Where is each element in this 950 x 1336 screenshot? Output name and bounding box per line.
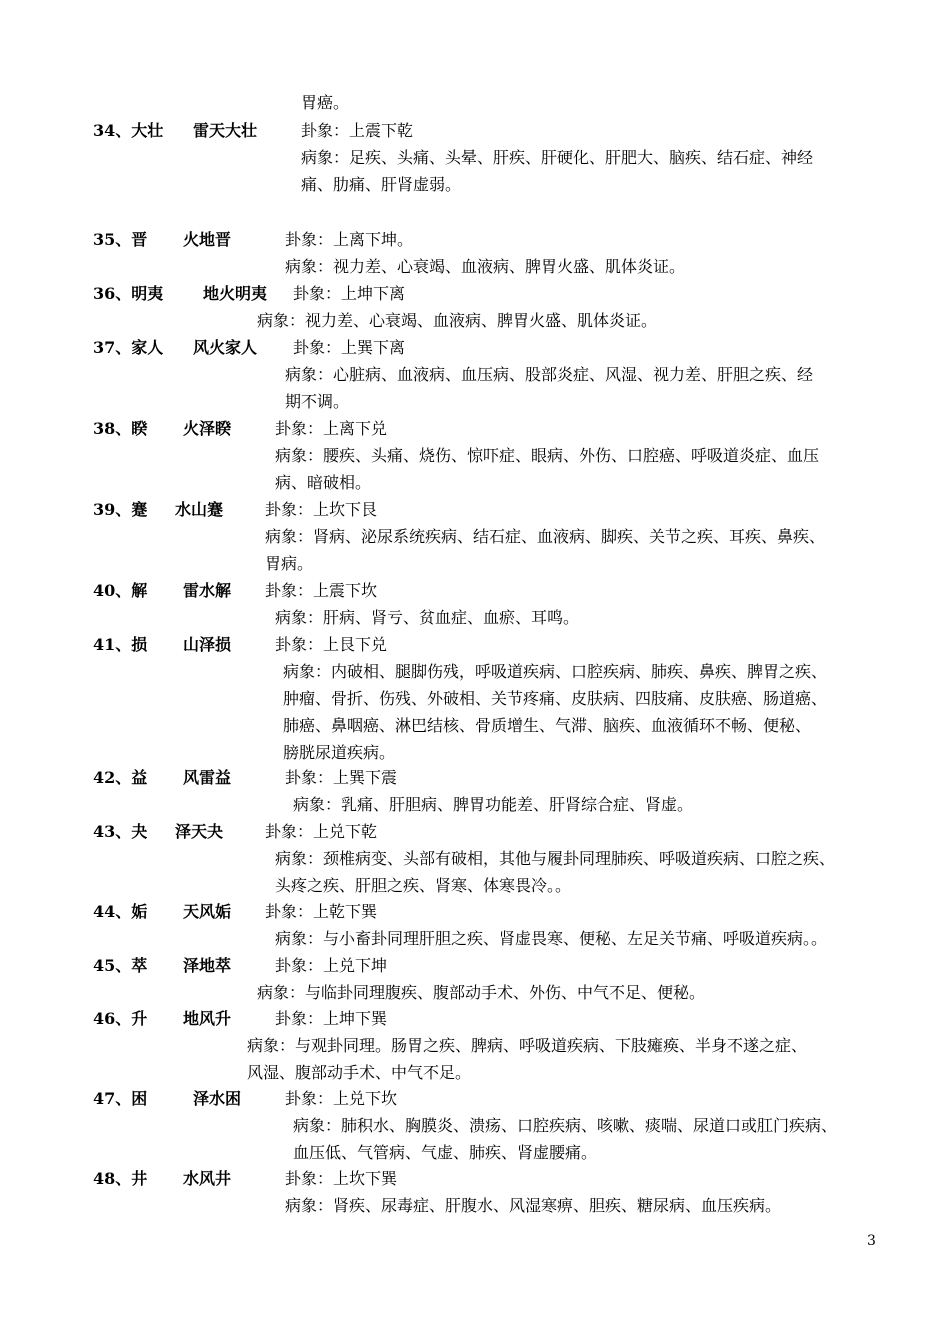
disease-image: 病象：内破相、腿脚伤残，呼吸道疾病、口腔疾病、肺疾、鼻疾、脾胃之疾、 xyxy=(283,662,828,681)
disease-image: 病象：与小畜卦同理肝胆之疾、肾虚畏寒、便秘、左足关节痛、呼吸道疾病。。 xyxy=(275,929,828,948)
hexagram-image: 卦象：上乾下巽 xyxy=(265,902,378,921)
hexagram-full-name: 天风姤 xyxy=(183,902,232,921)
hexagram-full-name: 泽天夬 xyxy=(175,822,224,841)
disease-image: 病象：心脏病、血液病、血压病、股部炎症、风湿、视力差、肝胆之疾、经 xyxy=(285,365,814,384)
page-number: 3 xyxy=(867,1233,876,1249)
disease-image-cont: 痛、肋痛、肝肾虚弱。 xyxy=(301,175,462,194)
hexagram-full-name: 火泽睽 xyxy=(183,419,232,438)
hexagram-image: 卦象：上震下坎 xyxy=(265,581,378,600)
hexagram-image: 卦象：上坤下巽 xyxy=(275,1009,388,1028)
disease-image: 病象：视力差、心衰竭、血液病、脾胃火盛、肌体炎证。 xyxy=(257,311,658,330)
hexagram-full-name: 地火明夷 xyxy=(203,284,268,303)
hexagram-number-name: 37、家人 xyxy=(93,338,164,357)
hexagram-image: 卦象：上艮下兑 xyxy=(275,635,388,654)
hexagram-number-name: 35、晋 xyxy=(93,230,148,249)
disease-image-cont: 血压低、气管病、气虚、肺疾、肾虚腰痛。 xyxy=(293,1143,598,1162)
text-line: 胃癌。 xyxy=(301,93,350,112)
hexagram-full-name: 泽地萃 xyxy=(183,956,232,975)
disease-image: 病象：腰疾、头痛、烧伤、惊吓症、眼病、外伤、口腔癌、呼吸道炎症、血压 xyxy=(275,446,820,465)
disease-image: 病象：视力差、心衰竭、血液病、脾胃火盛、肌体炎证。 xyxy=(285,257,686,276)
hexagram-number-name: 34、大壮 xyxy=(93,121,164,140)
hexagram-image: 卦象：上兑下坤 xyxy=(275,956,388,975)
disease-image-cont: 头疼之疾、肝胆之疾、肾寒、体寒畏冷。。 xyxy=(275,876,572,895)
hexagram-image: 卦象：上坎下巽 xyxy=(285,1169,398,1188)
hexagram-image: 卦象：上兑下乾 xyxy=(265,822,378,841)
disease-image-cont: 风湿、腹部动手术、中气不足。 xyxy=(247,1063,472,1082)
hexagram-full-name: 泽水困 xyxy=(193,1089,242,1108)
hexagram-image: 卦象：上坤下离 xyxy=(293,284,406,303)
hexagram-number-name: 42、益 xyxy=(93,768,148,787)
disease-image-cont: 肿瘤、骨折、伤残、外破相、关节疼痛、皮肤病、四肢痛、皮肤癌、肠道癌、 xyxy=(283,689,828,708)
disease-image: 病象：肾病、泌尿系统疾病、结石症、血液病、脚疾、关节之疾、耳疾、鼻疾、 xyxy=(265,527,826,546)
disease-image-cont: 期不调。 xyxy=(285,392,350,411)
hexagram-number-name: 46、升 xyxy=(93,1009,148,1028)
disease-image: 病象：肝病、肾亏、贫血症、血瘀、耳鸣。 xyxy=(275,608,580,627)
hexagram-image: 卦象：上震下乾 xyxy=(301,121,414,140)
hexagram-image: 卦象：上离下兑 xyxy=(275,419,388,438)
hexagram-image: 卦象：上巽下震 xyxy=(285,768,398,787)
hexagram-number-name: 39、蹇 xyxy=(93,500,148,519)
hexagram-image: 卦象：上离下坤。 xyxy=(285,230,414,249)
disease-image: 病象：与观卦同理。肠胃之疾、脾病、呼吸道疾病、下肢瘫痪、半身不遂之症、 xyxy=(247,1036,808,1055)
hexagram-number-name: 41、损 xyxy=(93,635,148,654)
hexagram-image: 卦象：上兑下坎 xyxy=(285,1089,398,1108)
disease-image: 病象：足疾、头痛、头晕、肝疾、肝硬化、肝肥大、脑疾、结石症、神经 xyxy=(301,148,814,167)
disease-image-cont: 胃病。 xyxy=(265,554,314,573)
hexagram-image: 卦象：上巽下离 xyxy=(293,338,406,357)
disease-image-cont: 膀胱尿道疾病。 xyxy=(283,743,396,762)
hexagram-full-name: 风雷益 xyxy=(183,768,232,787)
disease-image-cont: 病、暗破相。 xyxy=(275,473,372,492)
hexagram-full-name: 风火家人 xyxy=(193,338,258,357)
hexagram-number-name: 43、夬 xyxy=(93,822,148,841)
hexagram-number-name: 45、萃 xyxy=(93,956,148,975)
hexagram-number-name: 47、困 xyxy=(93,1089,148,1108)
disease-image: 病象：与临卦同理腹疾、腹部动手术、外伤、中气不足、便秘。 xyxy=(257,983,706,1002)
hexagram-full-name: 雷水解 xyxy=(183,581,232,600)
disease-image: 病象：肾疾、尿毒症、肝腹水、风湿寒痹、胆疾、糖尿病、血压疾病。 xyxy=(285,1196,782,1215)
hexagram-full-name: 地风升 xyxy=(183,1009,232,1028)
disease-image-cont: 肺癌、鼻咽癌、淋巴结核、骨质增生、气滞、脑疾、血液循环不畅、便秘、 xyxy=(283,716,812,735)
hexagram-full-name: 山泽损 xyxy=(183,635,232,654)
disease-image: 病象：肺积水、胸膜炎、溃疡、口腔疾病、咳嗽、痰喘、尿道口或肛门疾病、 xyxy=(293,1116,838,1135)
hexagram-image: 卦象：上坎下艮 xyxy=(265,500,378,519)
hexagram-full-name: 雷天大壮 xyxy=(193,121,258,140)
hexagram-full-name: 火地晋 xyxy=(183,230,232,249)
hexagram-full-name: 水山蹇 xyxy=(175,500,224,519)
hexagram-full-name: 水风井 xyxy=(183,1169,232,1188)
hexagram-number-name: 40、解 xyxy=(93,581,148,600)
hexagram-number-name: 44、姤 xyxy=(93,902,148,921)
hexagram-number-name: 36、明夷 xyxy=(93,284,164,303)
hexagram-number-name: 48、井 xyxy=(93,1169,148,1188)
disease-image: 病象：颈椎病变、头部有破相，其他与履卦同理肺疾、呼吸道疾病、口腔之疾、 xyxy=(275,849,836,868)
hexagram-number-name: 38、睽 xyxy=(93,419,148,438)
disease-image: 病象：乳痛、肝胆病、脾胃功能差、肝肾综合症、肾虚。 xyxy=(293,795,694,814)
